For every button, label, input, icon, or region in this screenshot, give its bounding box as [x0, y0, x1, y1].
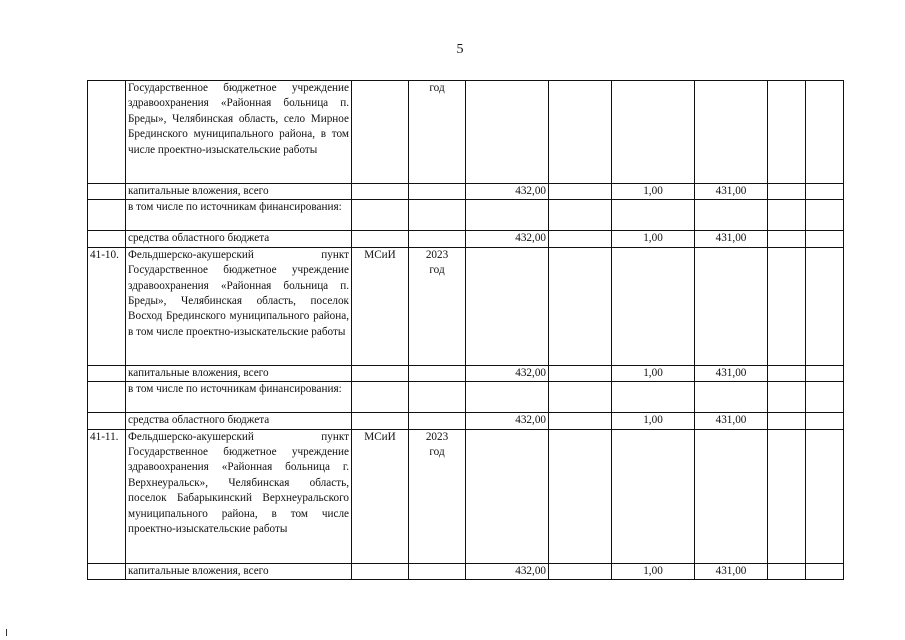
table-body [88, 81, 844, 580]
period-cell [409, 563, 466, 579]
amount-cell: 431,00 [695, 563, 768, 579]
amount-cell [695, 429, 768, 563]
row-number [88, 563, 126, 579]
amount-cell [806, 365, 844, 381]
row-description: Фельдшерско-акушерский пункт Государственное бюджетное учреждение здравоохранения «Районная больница п. Бреды», Челябинская область, поселок Восход Брединского муниципального района, в том числе проектно-изыскательские работы [126, 247, 352, 365]
total-amount-cell: 432,00 [466, 184, 549, 200]
total-amount-cell [466, 382, 549, 413]
period-cell [409, 200, 466, 231]
amount-cell [695, 81, 768, 184]
amount-cell [549, 231, 612, 247]
row-description: Государственное бюджетное учреждение здравоохранения «Районная больница п. Бреды», Челябинская область, село Мирное Брединского муниципального района, в том числе проектно-изыскательские работы [126, 81, 352, 184]
executor-cell [352, 184, 409, 200]
amount-cell [768, 247, 806, 365]
row-description: в том числе по источникам финансирования: [126, 382, 352, 413]
amount-cell [612, 200, 695, 231]
amount-cell [549, 184, 612, 200]
amount-cell [768, 200, 806, 231]
amount-cell [768, 413, 806, 429]
amount-cell [612, 247, 695, 365]
total-amount-cell [466, 429, 549, 563]
total-amount-cell: 432,00 [466, 563, 549, 579]
amount-cell [549, 365, 612, 381]
table-row [88, 81, 844, 184]
row-number [88, 365, 126, 381]
amount-cell [806, 200, 844, 231]
executor-cell [352, 563, 409, 579]
executor-cell: МСиИ [352, 247, 409, 365]
amount-cell [612, 429, 695, 563]
table-row [88, 231, 844, 247]
period-cell [409, 365, 466, 381]
amount-cell: 431,00 [695, 365, 768, 381]
table-row [88, 413, 844, 429]
period-cell: год [409, 81, 466, 184]
total-amount-cell: 432,00 [466, 231, 549, 247]
amount-cell: 431,00 [695, 184, 768, 200]
amount-cell [549, 81, 612, 184]
amount-cell [695, 200, 768, 231]
table-row [88, 563, 844, 579]
amount-cell [806, 382, 844, 413]
period-cell: 2023 год [409, 429, 466, 563]
investment-table [87, 80, 844, 580]
amount-cell [549, 429, 612, 563]
amount-cell [695, 247, 768, 365]
executor-cell [352, 200, 409, 231]
amount-cell [806, 563, 844, 579]
period-cell [409, 184, 466, 200]
amount-cell [806, 413, 844, 429]
executor-cell [352, 382, 409, 413]
row-description: капитальные вложения, всего [126, 184, 352, 200]
amount-cell [768, 365, 806, 381]
row-description: капитальные вложения, всего [126, 563, 352, 579]
amount-cell [806, 184, 844, 200]
row-description: Фельдшерско-акушерский пункт Государственное бюджетное учреждение здравоохранения «Районная больница г. Верхнеуральск», Челябинская область, поселок Бабарыкинский Верхнеуральского муниципального района, в том числе проектно-изыскательские работы [126, 429, 352, 563]
row-number [88, 184, 126, 200]
total-amount-cell [466, 200, 549, 231]
amount-cell [695, 382, 768, 413]
executor-cell [352, 413, 409, 429]
period-cell [409, 413, 466, 429]
amount-cell [549, 247, 612, 365]
total-amount-cell [466, 81, 549, 184]
table-row [88, 429, 844, 563]
amount-cell [768, 184, 806, 200]
row-description: средства областного бюджета [126, 413, 352, 429]
row-number: 41-10. [88, 247, 126, 365]
executor-cell: МСиИ [352, 429, 409, 563]
amount-cell [612, 81, 695, 184]
amount-cell [768, 429, 806, 563]
amount-cell [612, 382, 695, 413]
table-row [88, 382, 844, 413]
amount-cell [806, 247, 844, 365]
amount-cell: 431,00 [695, 231, 768, 247]
row-description: в том числе по источникам финансирования: [126, 200, 352, 231]
row-description: средства областного бюджета [126, 231, 352, 247]
amount-cell: 1,00 [612, 231, 695, 247]
executor-cell [352, 365, 409, 381]
executor-cell [352, 81, 409, 184]
amount-cell [806, 81, 844, 184]
amount-cell [549, 200, 612, 231]
amount-cell [549, 382, 612, 413]
period-cell: 2023 год [409, 247, 466, 365]
total-amount-cell: 432,00 [466, 365, 549, 381]
table-row [88, 184, 844, 200]
row-number [88, 413, 126, 429]
table-row [88, 247, 844, 365]
executor-cell [352, 231, 409, 247]
amount-cell [806, 429, 844, 563]
table-row [88, 200, 844, 231]
amount-cell: 1,00 [612, 563, 695, 579]
row-number [88, 382, 126, 413]
margin-mark [6, 629, 7, 636]
amount-cell [768, 231, 806, 247]
period-cell [409, 231, 466, 247]
amount-cell: 1,00 [612, 184, 695, 200]
row-number: 41-11. [88, 429, 126, 563]
amount-cell [549, 413, 612, 429]
amount-cell [768, 563, 806, 579]
amount-cell [768, 382, 806, 413]
row-number [88, 200, 126, 231]
total-amount-cell: 432,00 [466, 413, 549, 429]
total-amount-cell [466, 247, 549, 365]
period-cell [409, 382, 466, 413]
row-description: капитальные вложения, всего [126, 365, 352, 381]
row-number [88, 231, 126, 247]
page-number: 5 [456, 42, 464, 57]
amount-cell [768, 81, 806, 184]
amount-cell: 1,00 [612, 365, 695, 381]
amount-cell [549, 563, 612, 579]
row-number [88, 81, 126, 184]
table-row [88, 365, 844, 381]
amount-cell: 431,00 [695, 413, 768, 429]
amount-cell: 1,00 [612, 413, 695, 429]
amount-cell [806, 231, 844, 247]
